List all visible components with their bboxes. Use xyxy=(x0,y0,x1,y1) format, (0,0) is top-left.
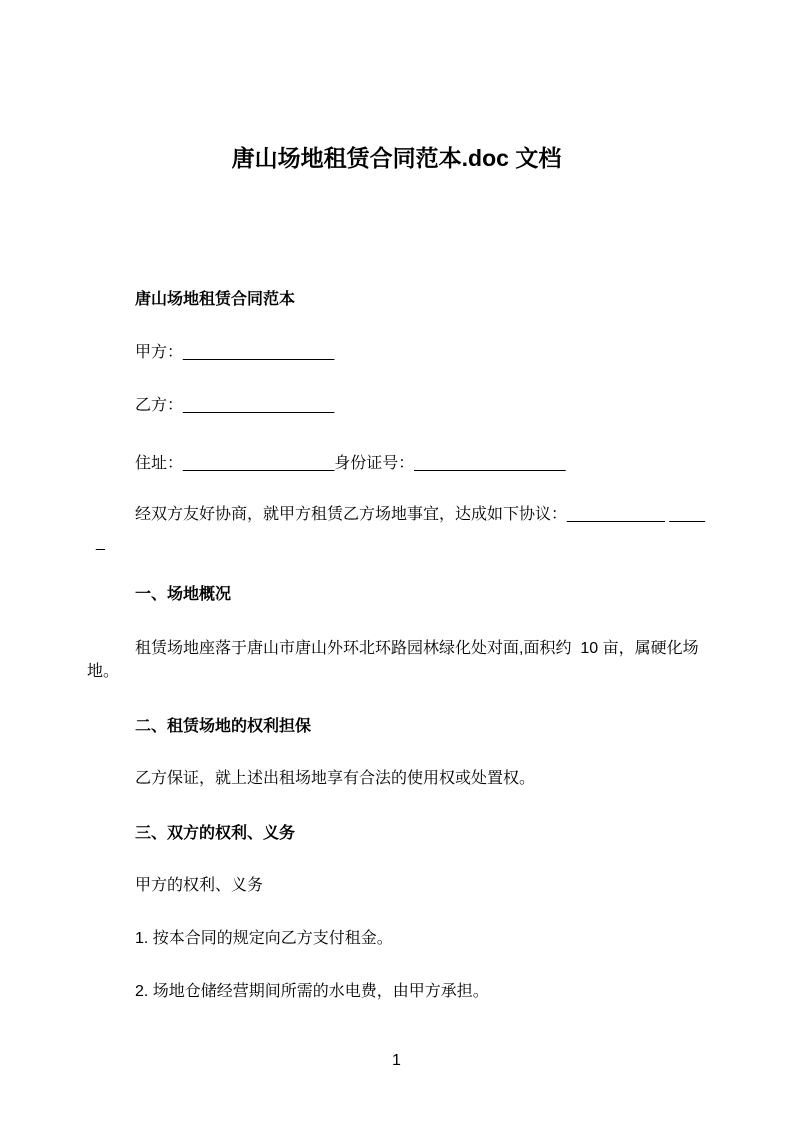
party-a-duties-subheading: 甲方的权利、义务 xyxy=(135,877,264,894)
section-2-heading: 二、租赁场地的权利担保 xyxy=(135,718,312,735)
section-1-heading: 一、场地概况 xyxy=(135,586,232,603)
section-1-body-line-2: 地。 xyxy=(87,663,120,680)
page-number: 1 xyxy=(392,1052,401,1069)
address-idnumber-blank-line: 住址：_________________身份证号：_________________ xyxy=(135,455,566,472)
section-3-heading: 三、双方的权利、义务 xyxy=(135,825,296,842)
intro-paragraph-line-2: _ xyxy=(96,534,105,551)
party-b-blank-line: 乙方：_________________ xyxy=(135,397,335,414)
intro-paragraph-line-1: 经双方友好协商，就甲方租赁乙方场地事宜，达成如下协议：___________ ____ xyxy=(135,506,705,523)
duty-item-2: 2. 场地仓储经营期间所需的水电费，由甲方承担。 xyxy=(135,983,489,1000)
section-1-body-line-1: 租赁场地座落于唐山市唐山外环北环路园林绿化处对面,面积约 10 亩，属硬化场 xyxy=(135,640,699,657)
party-a-blank-line: 甲方：_________________ xyxy=(135,344,335,361)
duty-item-1: 1. 按本合同的规定向乙方支付租金。 xyxy=(135,930,393,947)
section-2-body: 乙方保证，就上述出租场地享有合法的使用权或处置权。 xyxy=(135,770,536,787)
contract-subtitle: 唐山场地租赁合同范本 xyxy=(135,291,296,308)
document-title: 唐山场地租赁合同范本.doc 文档 xyxy=(231,145,562,171)
